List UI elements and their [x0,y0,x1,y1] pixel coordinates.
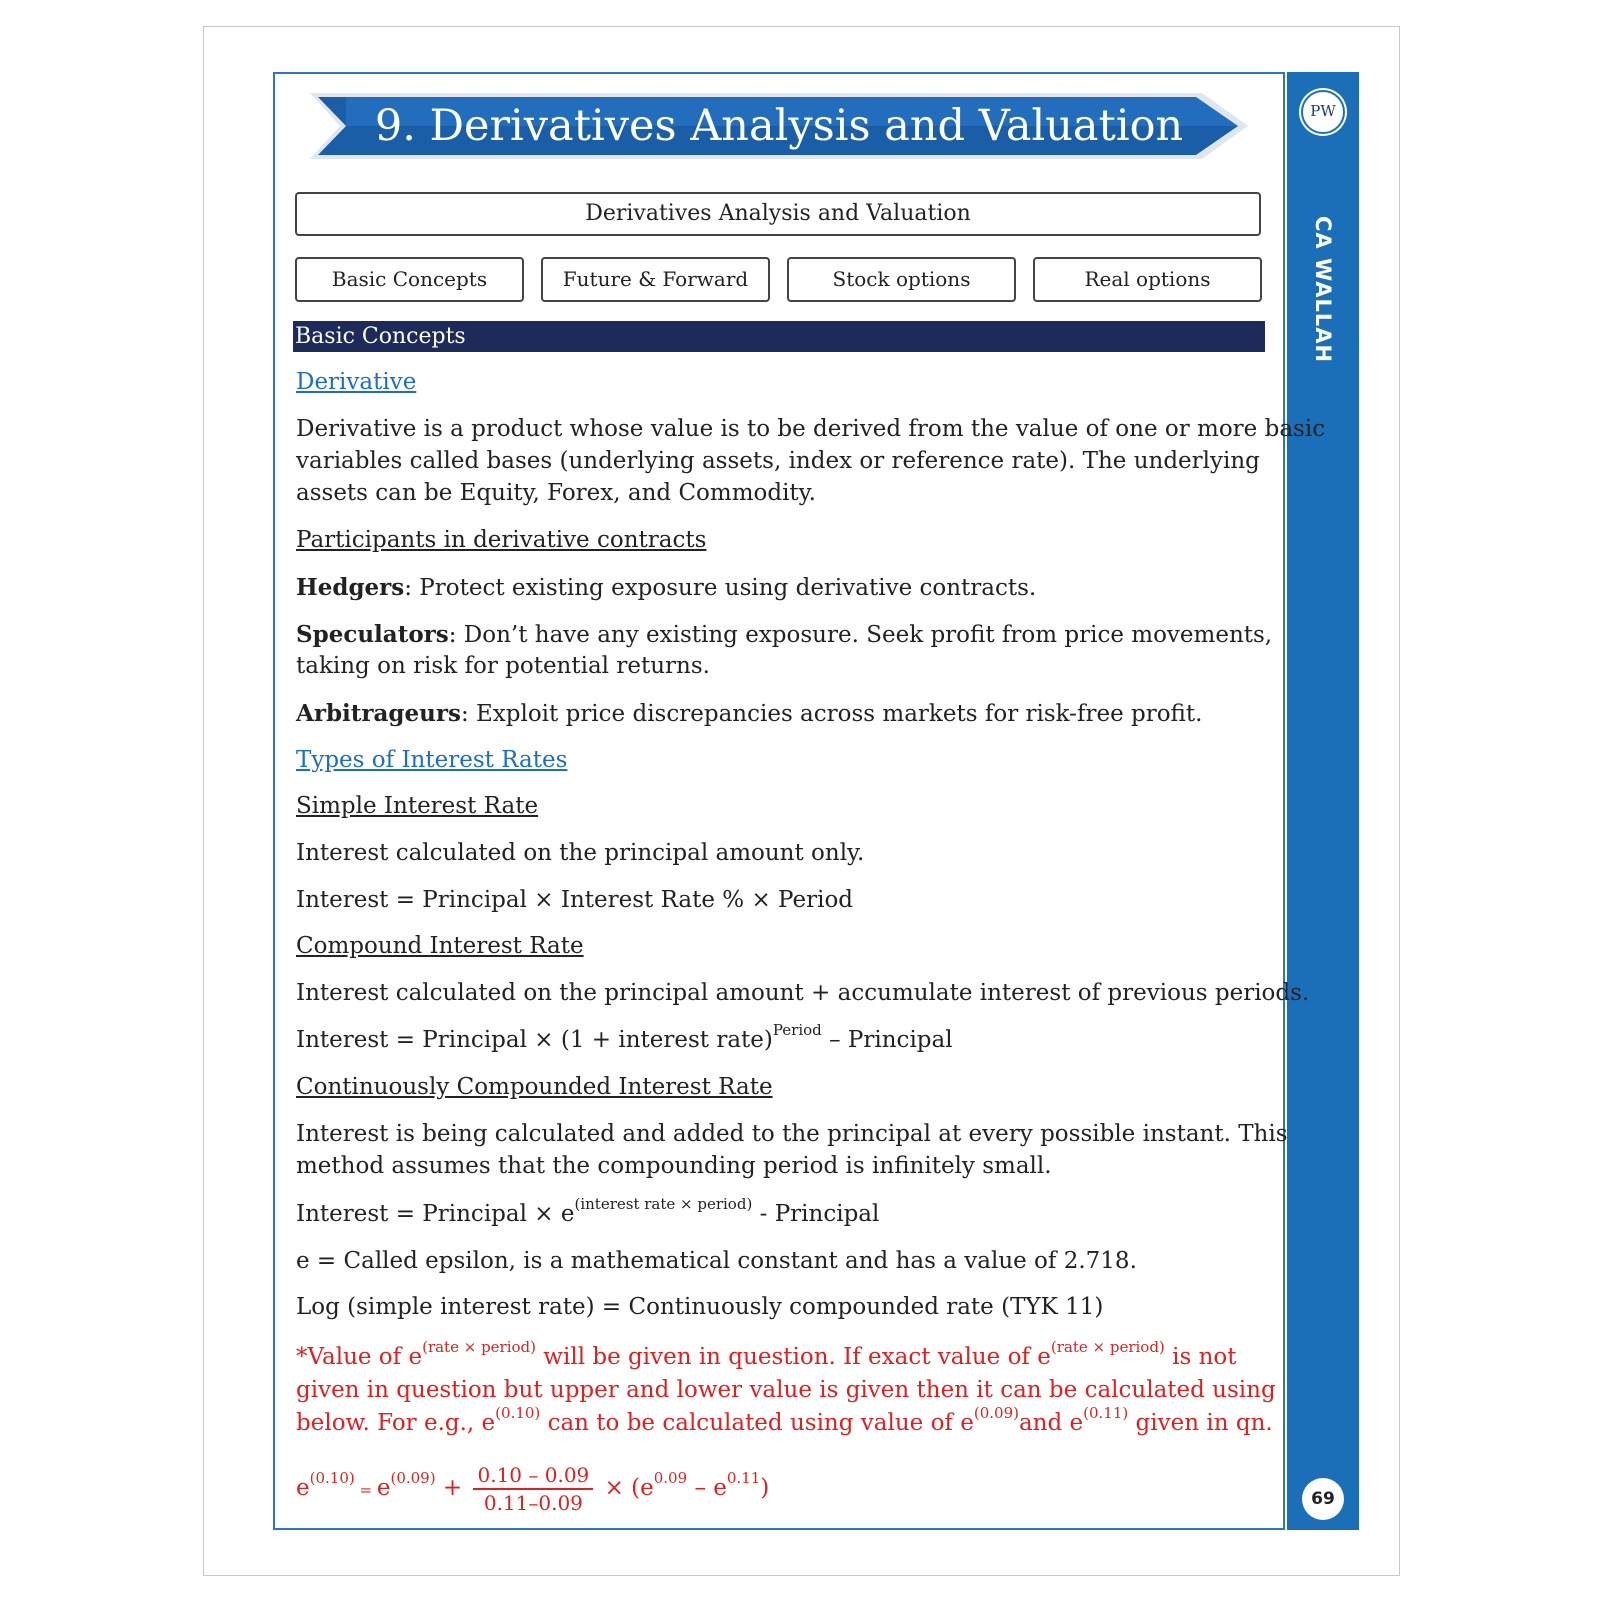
speculators-line: Speculators: Don’t have any existing exposure. Seek profit from price movements, [296,621,1273,648]
note-line-2: given in question but upper and lower value is given then it can be calculated using [296,1377,1276,1403]
compound-interest-text: Interest calculated on the principal amount + accumulate interest of previous periods. [296,980,1310,1006]
participants-heading: Participants in derivative contracts [296,527,707,553]
derivative-heading: Derivative [296,369,417,395]
note-line-1: *Value of $e^{(rate \times period)}$ will be given in question. If exact value of $e^{(rate \times period)}$ is not [296,1338,1237,1370]
interest-types-heading: Types of Interest Rates [296,747,568,773]
continuous-interest-text: Interest is being calculated and added to the principal at every possible instant. This [296,1121,1288,1147]
log-line: Log (simple interest rate) = Continuously compounded rate (TYK 11) [296,1294,1104,1320]
main-topic-box: Derivatives Analysis and Valuation [295,192,1261,236]
interpolation-formula: $e^{(0.10)} = e^{(0.09)}$ + $\frac{0.10 - 0.09}{0.11-0.09}$ × $(e^{0.09} - e^{0.11})$ [296,1463,770,1515]
hedgers-line: Hedgers: Protect existing exposure using derivative contracts. [296,574,1037,601]
simple-interest-formula: Interest = Principal × Interest Rate % × Period [296,887,854,913]
formula-fraction: $\frac{0.10 - 0.09}{0.11-0.09}$ [473,1462,593,1516]
brand-name: CA WALLAH [1311,216,1335,364]
arbitrageurs-line: Arbitrageurs: Exploit price discrepancies across markets for risk-free profit. [296,700,1203,727]
note-line-3: below. For e.g., $e^{(0.10)}$ can to be calculated using value of $e^{(0.09)}and$ $e^{(0.11)}$ given in qn. [296,1404,1273,1436]
tab-basic-concepts[interactable]: Basic Concepts [295,257,524,302]
speculators-line-2: taking on risk for potential returns. [296,653,710,679]
simple-interest-text: Interest calculated on the principal amount only. [296,840,865,866]
chapter-banner [306,91,1252,161]
tab-stock-options[interactable]: Stock options [787,257,1016,302]
continuous-interest-formula: Interest = Principal × $e^{(interest rate \times period)}$ - Principal [296,1195,880,1227]
section-title: Basic Concepts [293,321,1265,352]
pw-logo-icon: PW [1301,90,1345,134]
tab-real-options[interactable]: Real options [1033,257,1262,302]
derivative-line: variables called bases (underlying assets, index or reference rate). The underlying [296,448,1260,474]
simple-interest-heading: Simple Interest Rate [296,793,539,819]
page-number: 69 [1302,1478,1344,1520]
compound-interest-heading: Compound Interest Rate [296,933,584,959]
e-definition: e = Called epsilon, is a mathematical constant and has a value of 2.718. [296,1248,1137,1274]
derivative-line: Derivative is a product whose value is to be derived from the value of one or more basic [296,416,1326,442]
derivative-line: assets can be Equity, Forex, and Commodity. [296,480,816,506]
continuous-interest-text-2: method assumes that the compounding period is infinitely small. [296,1153,1052,1179]
chapter-title: 9. Derivatives Analysis and Valuation [374,101,1184,151]
tab-future-forward[interactable]: Future & Forward [541,257,770,302]
continuous-interest-heading: Continuously Compounded Interest Rate [296,1074,773,1100]
brand-sidebar [1287,72,1359,1530]
compound-interest-formula: Interest = Principal × (1 + interest rate)$^{Period}$ – Principal [296,1021,953,1053]
